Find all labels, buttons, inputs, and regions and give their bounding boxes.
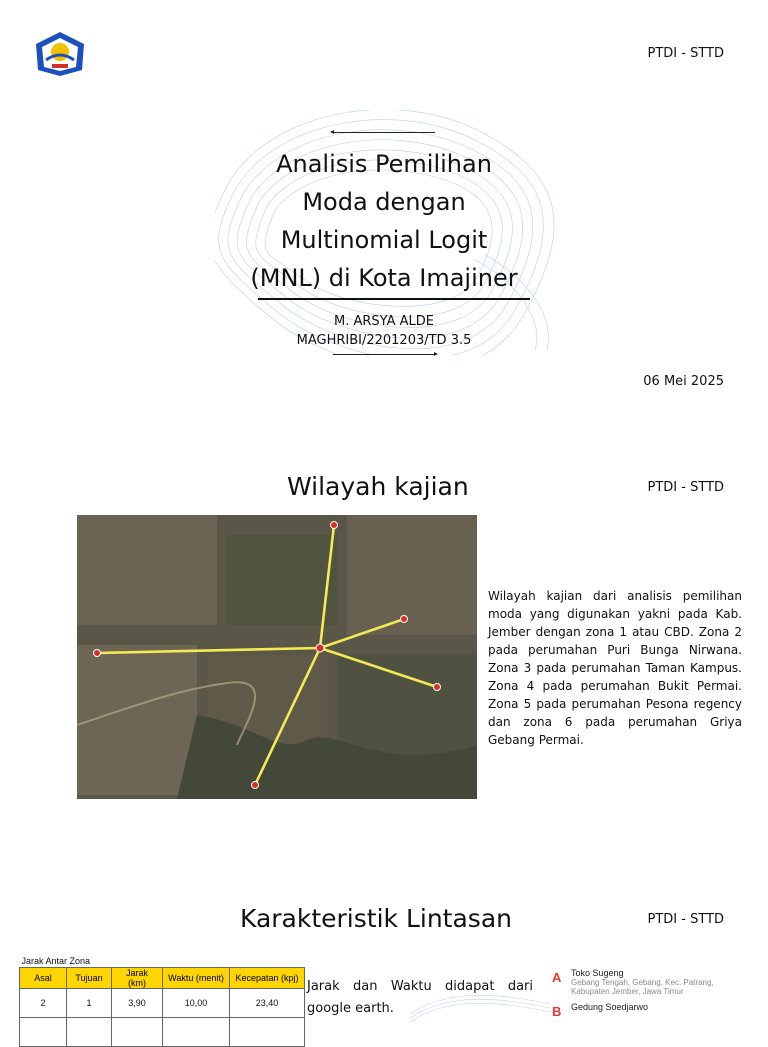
- org-label: PTDI - STTD: [647, 912, 724, 927]
- table-cell: 2: [20, 989, 67, 1018]
- direction-stop: [552, 1002, 752, 1019]
- table-cell: 3,90: [112, 989, 163, 1018]
- directions-list: [552, 968, 752, 1018]
- route-description: Jarak dan Waktu didapat dari google earth.: [307, 979, 533, 1016]
- title-underline: [258, 298, 530, 300]
- stop-address: Gebang Tengah, Gebang, Kec. Patrang, Kabupaten Jember, Jawa Timur: [571, 978, 714, 996]
- title-slide: [0, 0, 768, 420]
- study-area-slide: [0, 440, 768, 860]
- table-cell: 23,40: [230, 989, 305, 1018]
- table-cell: 1: [67, 989, 112, 1018]
- slide-heading: Karakteristik Lintasan: [240, 904, 512, 933]
- column-header: Kecepatan (kpj): [230, 968, 305, 989]
- direction-stop: [552, 968, 752, 996]
- author-info: M. ARSYA ALDE MAGHRIBI/2201203/TD 3.5: [296, 314, 472, 348]
- stop-name: Gedung Soedjarwo: [571, 1002, 649, 1012]
- org-label: PTDI - STTD: [647, 46, 724, 61]
- table-header-row: [20, 968, 305, 989]
- presentation-title: Analisis Pemilihan Moda dengan Multinomial Logit (MNL) di Kota Imajiner: [250, 150, 518, 292]
- route-characteristics-slide: [0, 880, 768, 1024]
- column-header: Waktu (menit): [163, 968, 230, 989]
- marker-b-icon: B: [552, 1004, 562, 1019]
- presentation-date: 06 Mei 2025: [643, 374, 724, 389]
- zone-distance-table: [19, 954, 305, 1047]
- table-row: [20, 989, 305, 1018]
- slide-heading: Wilayah kajian: [287, 472, 469, 501]
- table-caption: Jarak Antar Zona: [21, 955, 91, 966]
- study-area-map: [77, 515, 477, 799]
- stop-name: Toko Sugeng: [571, 968, 624, 978]
- decorative-arrow-left: [333, 132, 435, 133]
- column-header: Asal: [20, 968, 67, 989]
- column-header: Jarak (km): [112, 968, 163, 989]
- study-area-description: Wilayah kajian dari analisis pemilihan moda yang digunakan yakni pada Kab. Jember dengan zona 1 atau CBD. Zona 2 pada perumahan Puri Bunga Nirwana. Zona 3 pada perumahan Taman Kampus. Zona 4 pada perumahan Bukit Permai. Zona 5 pada perumahan Pesona regency dan zona 6 pada perumahan Griya Gebang Permai.: [488, 589, 742, 747]
- org-label: PTDI - STTD: [647, 480, 724, 495]
- table-cell: 10,00: [163, 989, 230, 1018]
- column-header: Tujuan: [67, 968, 112, 989]
- institution-logo: [32, 30, 88, 78]
- decorative-arrow-right: [333, 354, 435, 355]
- marker-a-icon: A: [552, 970, 562, 985]
